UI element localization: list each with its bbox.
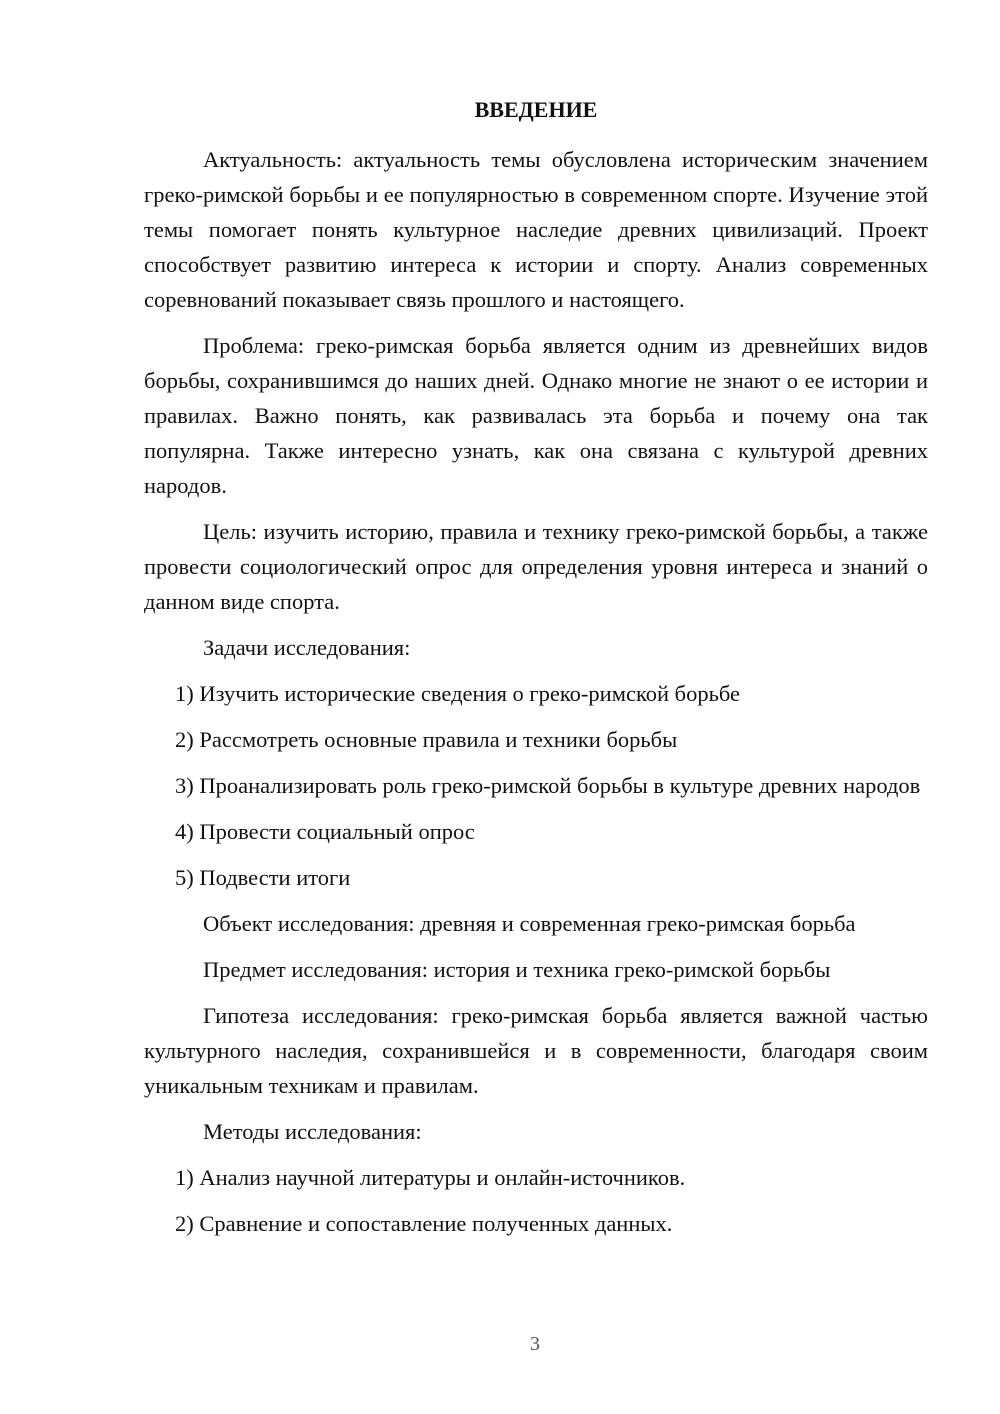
- problem-paragraph: Проблема: греко-римская борьба является одним из древнейших видов борьбы, сохранившимся до наших дней. Однако многие не знают о ее истории и правилах. Важно понять, как развивалась эта борьба и почему она так популярна. Также интересно узнать, как она связана с культурой древних народов.: [144, 333, 928, 498]
- tasks-heading: Задачи исследования:: [203, 635, 411, 660]
- method-item: 1) Анализ научной литературы и онлайн-источников.: [175, 1165, 686, 1190]
- method-item: 2) Сравнение и сопоставление полученных данных.: [175, 1211, 673, 1236]
- hypothesis-paragraph: Гипотеза исследования: греко-римская борьба является важной частью культурного наследия, сохранившейся и в современности, благодаря своим уникальным техникам и правилам.: [144, 1003, 928, 1098]
- goal-paragraph: Цель: изучить историю, правила и технику греко-римской борьбы, а также провести социологический опрос для определения уровня интереса и знаний о данном виде спорта.: [144, 519, 928, 614]
- object-line: Объект исследования: древняя и современная греко-римская борьба: [203, 911, 856, 936]
- page-number: 3: [530, 1333, 540, 1355]
- task-item: 1) Изучить исторические сведения о греко-римской борьбе: [175, 681, 740, 706]
- task-item: 3) Проанализировать роль греко-римской борьбы в культуре древних народов: [175, 773, 921, 798]
- subject-line: Предмет исследования: история и техника греко-римской борьбы: [203, 957, 831, 982]
- methods-heading: Методы исследования:: [203, 1119, 422, 1144]
- page-content: [144, 92, 928, 1252]
- task-item: 2) Рассмотреть основные правила и техники борьбы: [175, 727, 678, 752]
- task-item: 5) Подвести итоги: [175, 865, 351, 890]
- relevance-paragraph: Актуальность: актуальность темы обусловлена историческим значением греко-римской борьбы и ее популярностью в современном спорте. Изучение этой темы помогает понять культурное наследие древних цивилизаций. Проект способствует развитию интереса к истории и спорту. Анализ современных соревнований показывает связь прошлого и настоящего.: [144, 147, 928, 312]
- task-item: 4) Провести социальный опрос: [175, 819, 475, 844]
- section-title: ВВЕДЕНИЕ: [474, 97, 598, 122]
